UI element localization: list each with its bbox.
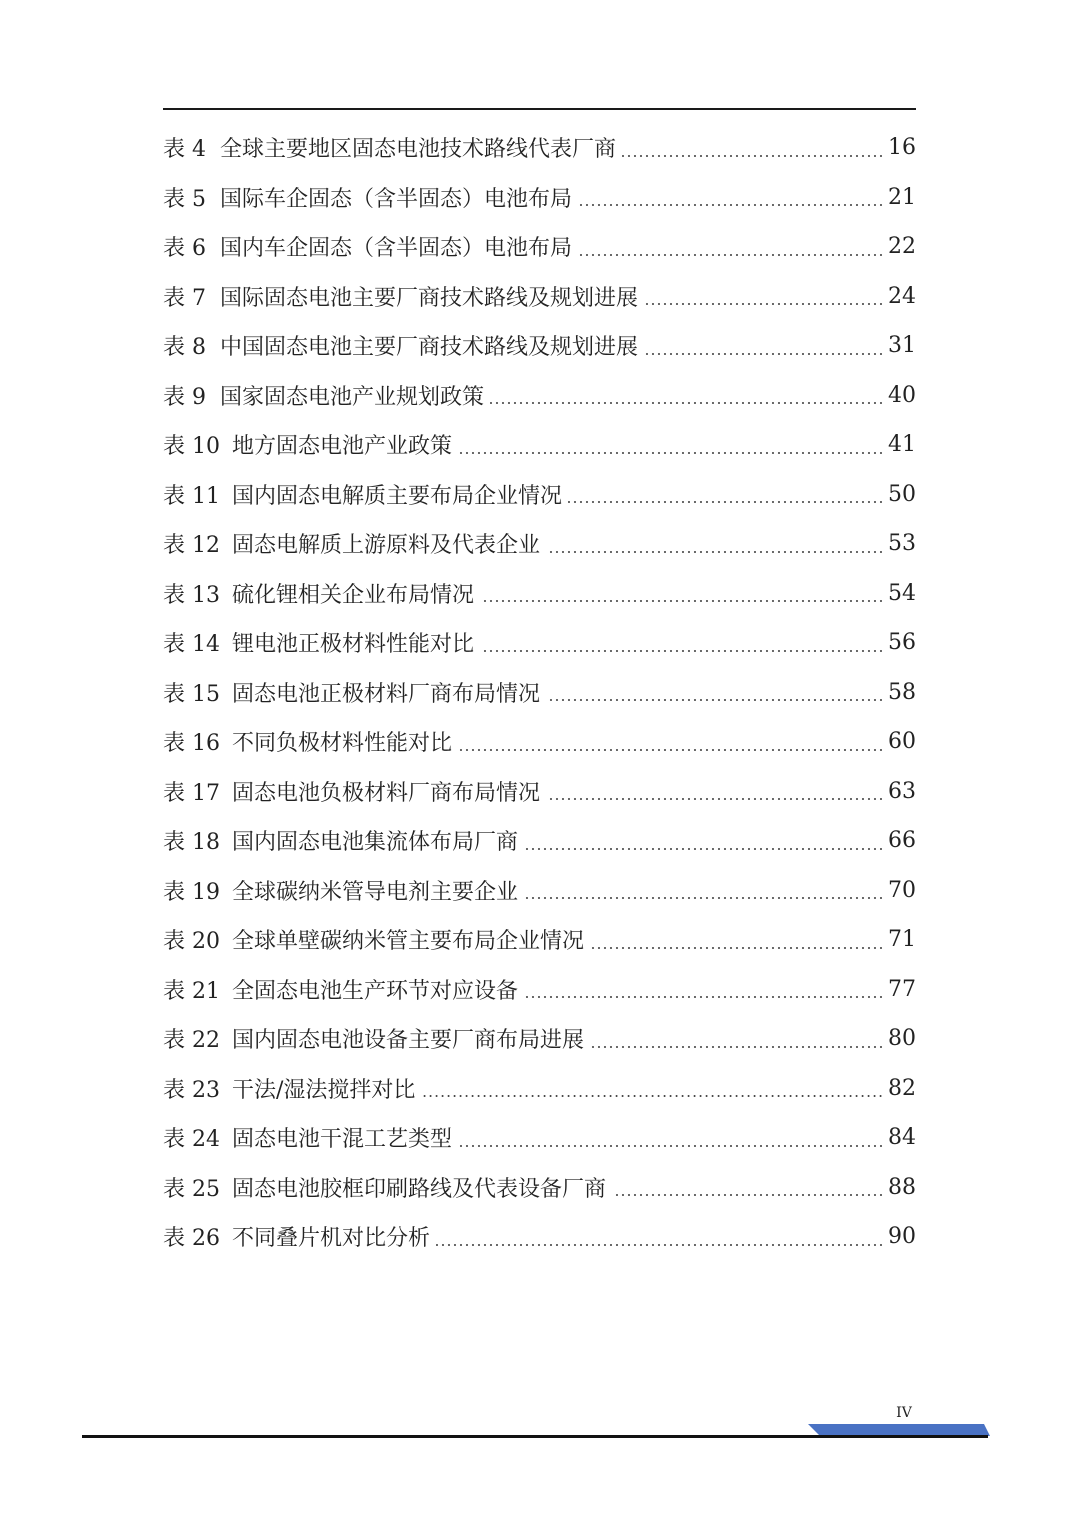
- toc-entry-label: 表 21: [163, 978, 220, 1004]
- page-number: IV: [896, 1405, 912, 1421]
- toc-dot-leader: [421, 1095, 884, 1097]
- toc-dot-leader: [644, 303, 884, 305]
- toc-entry-page-number: 90: [888, 1224, 916, 1250]
- toc-entry[interactable]: [163, 618, 916, 668]
- toc-entry-page-number: 54: [888, 580, 916, 606]
- toc-entry[interactable]: [163, 173, 916, 223]
- toc-entry-label: 表 14: [163, 632, 220, 658]
- toc-entry-label: 表 18: [163, 830, 220, 856]
- toc-entry[interactable]: [163, 222, 916, 272]
- toc-entry-page-number: 53: [888, 531, 916, 557]
- toc-entry-page-number: 50: [888, 481, 916, 507]
- toc-dot-leader: [578, 254, 884, 256]
- toc-entry[interactable]: [163, 1064, 916, 1114]
- toc-entry[interactable]: [163, 717, 916, 767]
- toc-dot-leader: [546, 798, 884, 800]
- toc-entry-page-number: 22: [888, 234, 916, 260]
- toc-entry-title: 全球主要地区固态电池技术路线代表厂商: [220, 137, 617, 163]
- toc-dot-leader: [590, 947, 884, 949]
- toc-entry-page-number: 63: [888, 778, 916, 804]
- toc-entry-page-number: 31: [888, 333, 916, 359]
- toc-entry-title: 全固态电池生产环节对应设备: [232, 978, 519, 1004]
- toc-entry-title: 国内车企固态（含半固态）电池布局: [220, 236, 573, 262]
- toc-dot-leader: [568, 501, 884, 503]
- toc-entry-title: 锂电池正极材料性能对比: [232, 632, 475, 658]
- toc-dot-leader: [458, 452, 884, 454]
- toc-entry[interactable]: [163, 569, 916, 619]
- toc-entry-label: 表 13: [163, 582, 220, 608]
- toc-entry-title: 国际固态电池主要厂商技术路线及规划进展: [220, 285, 639, 311]
- toc-entry[interactable]: [163, 321, 916, 371]
- toc-dot-leader: [524, 848, 884, 850]
- toc-entry-title: 干法/湿法搅拌对比: [232, 1077, 416, 1103]
- toc-entry-label: 表 6: [163, 236, 206, 262]
- toc-entry[interactable]: [163, 470, 916, 520]
- toc-entry-label: 表 16: [163, 731, 220, 757]
- toc-entry-label: 表 15: [163, 681, 220, 707]
- toc-entry-title: 固态电池干混工艺类型: [232, 1127, 453, 1153]
- toc-dot-leader: [458, 749, 884, 751]
- toc-entry[interactable]: [163, 420, 916, 470]
- toc-entry[interactable]: [163, 371, 916, 421]
- toc-entry-label: 表 10: [163, 434, 220, 460]
- toc-entry-label: 表 25: [163, 1176, 220, 1202]
- toc-entry-page-number: 77: [888, 976, 916, 1002]
- toc-entry-label: 表 17: [163, 780, 220, 806]
- toc-dot-leader: [524, 897, 884, 899]
- toc-entry-page-number: 80: [888, 1026, 916, 1052]
- toc-entry-label: 表 19: [163, 879, 220, 905]
- toc-entry-title: 地方固态电池产业政策: [232, 434, 453, 460]
- toc-entry[interactable]: [163, 915, 916, 965]
- toc-entry-title: 固态电池胶框印刷路线及代表设备厂商: [232, 1176, 607, 1202]
- toc-entry-title: 国内固态电池集流体布局厂商: [232, 830, 519, 856]
- toc-entry[interactable]: [163, 965, 916, 1015]
- toc-entry-title: 中国固态电池主要厂商技术路线及规划进展: [220, 335, 639, 361]
- toc-entry-page-number: 84: [888, 1125, 916, 1151]
- toc-entry-title: 国内固态电池设备主要厂商布局进展: [232, 1028, 585, 1054]
- toc-entry[interactable]: [163, 866, 916, 916]
- toc-entry-page-number: 16: [888, 135, 916, 161]
- toc-entry-label: 表 23: [163, 1077, 220, 1103]
- toc-entry-page-number: 56: [888, 630, 916, 656]
- toc-entry-label: 表 8: [163, 335, 206, 361]
- toc-entry-label: 表 5: [163, 186, 206, 212]
- toc-entry-page-number: 40: [888, 382, 916, 408]
- toc-entry-label: 表 9: [163, 384, 206, 410]
- footer-rule: [82, 1435, 988, 1438]
- toc-entry-page-number: 66: [888, 828, 916, 854]
- toc-dot-leader: [546, 699, 884, 701]
- toc-dot-leader: [436, 1244, 884, 1246]
- toc-entry[interactable]: [163, 1113, 916, 1163]
- toc-dot-leader: [480, 600, 884, 602]
- toc-entry-page-number: 21: [888, 184, 916, 210]
- toc-entry-label: 表 26: [163, 1226, 220, 1252]
- toc-entry[interactable]: [163, 1163, 916, 1213]
- toc-entry[interactable]: [163, 767, 916, 817]
- toc-entry[interactable]: [163, 668, 916, 718]
- toc-entry[interactable]: [163, 123, 916, 173]
- toc-dot-leader: [524, 996, 884, 998]
- toc-dot-leader: [480, 650, 884, 652]
- toc-entry-label: 表 22: [163, 1028, 220, 1054]
- toc-entry[interactable]: [163, 272, 916, 322]
- toc-dot-leader: [590, 1046, 884, 1048]
- toc-entry-page-number: 88: [888, 1174, 916, 1200]
- toc-dot-leader: [644, 353, 884, 355]
- toc-entry-title: 不同叠片机对比分析: [232, 1226, 431, 1252]
- toc-dot-leader: [612, 1194, 884, 1196]
- toc-entry[interactable]: [163, 1014, 916, 1064]
- toc-entry[interactable]: [163, 1212, 916, 1262]
- toc-entry-title: 国际车企固态（含半固态）电池布局: [220, 186, 573, 212]
- toc-dot-leader: [546, 551, 884, 553]
- toc-entry-title: 固态电池正极材料厂商布局情况: [232, 681, 541, 707]
- toc-dot-leader: [578, 204, 884, 206]
- toc-dot-leader: [622, 155, 884, 157]
- toc-entry-label: 表 20: [163, 929, 220, 955]
- toc-entry-page-number: 41: [888, 432, 916, 458]
- toc-entry-page-number: 70: [888, 877, 916, 903]
- toc-entry[interactable]: [163, 816, 916, 866]
- toc-dot-leader: [490, 402, 884, 404]
- toc-entry-label: 表 12: [163, 533, 220, 559]
- table-of-contents-list: [163, 123, 916, 1262]
- toc-entry-title: 全球单壁碳纳米管主要布局企业情况: [232, 929, 585, 955]
- toc-entry[interactable]: [163, 519, 916, 569]
- toc-entry-page-number: 60: [888, 729, 916, 755]
- header-rule: [163, 108, 916, 110]
- toc-entry-label: 表 4: [163, 137, 206, 163]
- toc-entry-page-number: 24: [888, 283, 916, 309]
- toc-entry-title: 国家固态电池产业规划政策: [220, 384, 485, 410]
- toc-entry-page-number: 71: [888, 927, 916, 953]
- toc-entry-title: 固态电解质上游原料及代表企业: [232, 533, 541, 559]
- toc-entry-title: 不同负极材料性能对比: [232, 731, 453, 757]
- toc-entry-page-number: 82: [888, 1075, 916, 1101]
- toc-entry-label: 表 7: [163, 285, 206, 311]
- toc-entry-title: 全球碳纳米管导电剂主要企业: [232, 879, 519, 905]
- toc-entry-title: 硫化锂相关企业布局情况: [232, 582, 475, 608]
- toc-entry-label: 表 11: [163, 483, 220, 509]
- toc-entry-title: 固态电池负极材料厂商布局情况: [232, 780, 541, 806]
- toc-dot-leader: [458, 1145, 884, 1147]
- toc-entry-label: 表 24: [163, 1127, 220, 1153]
- toc-entry-title: 国内固态电解质主要布局企业情况: [232, 483, 563, 509]
- toc-entry-page-number: 58: [888, 679, 916, 705]
